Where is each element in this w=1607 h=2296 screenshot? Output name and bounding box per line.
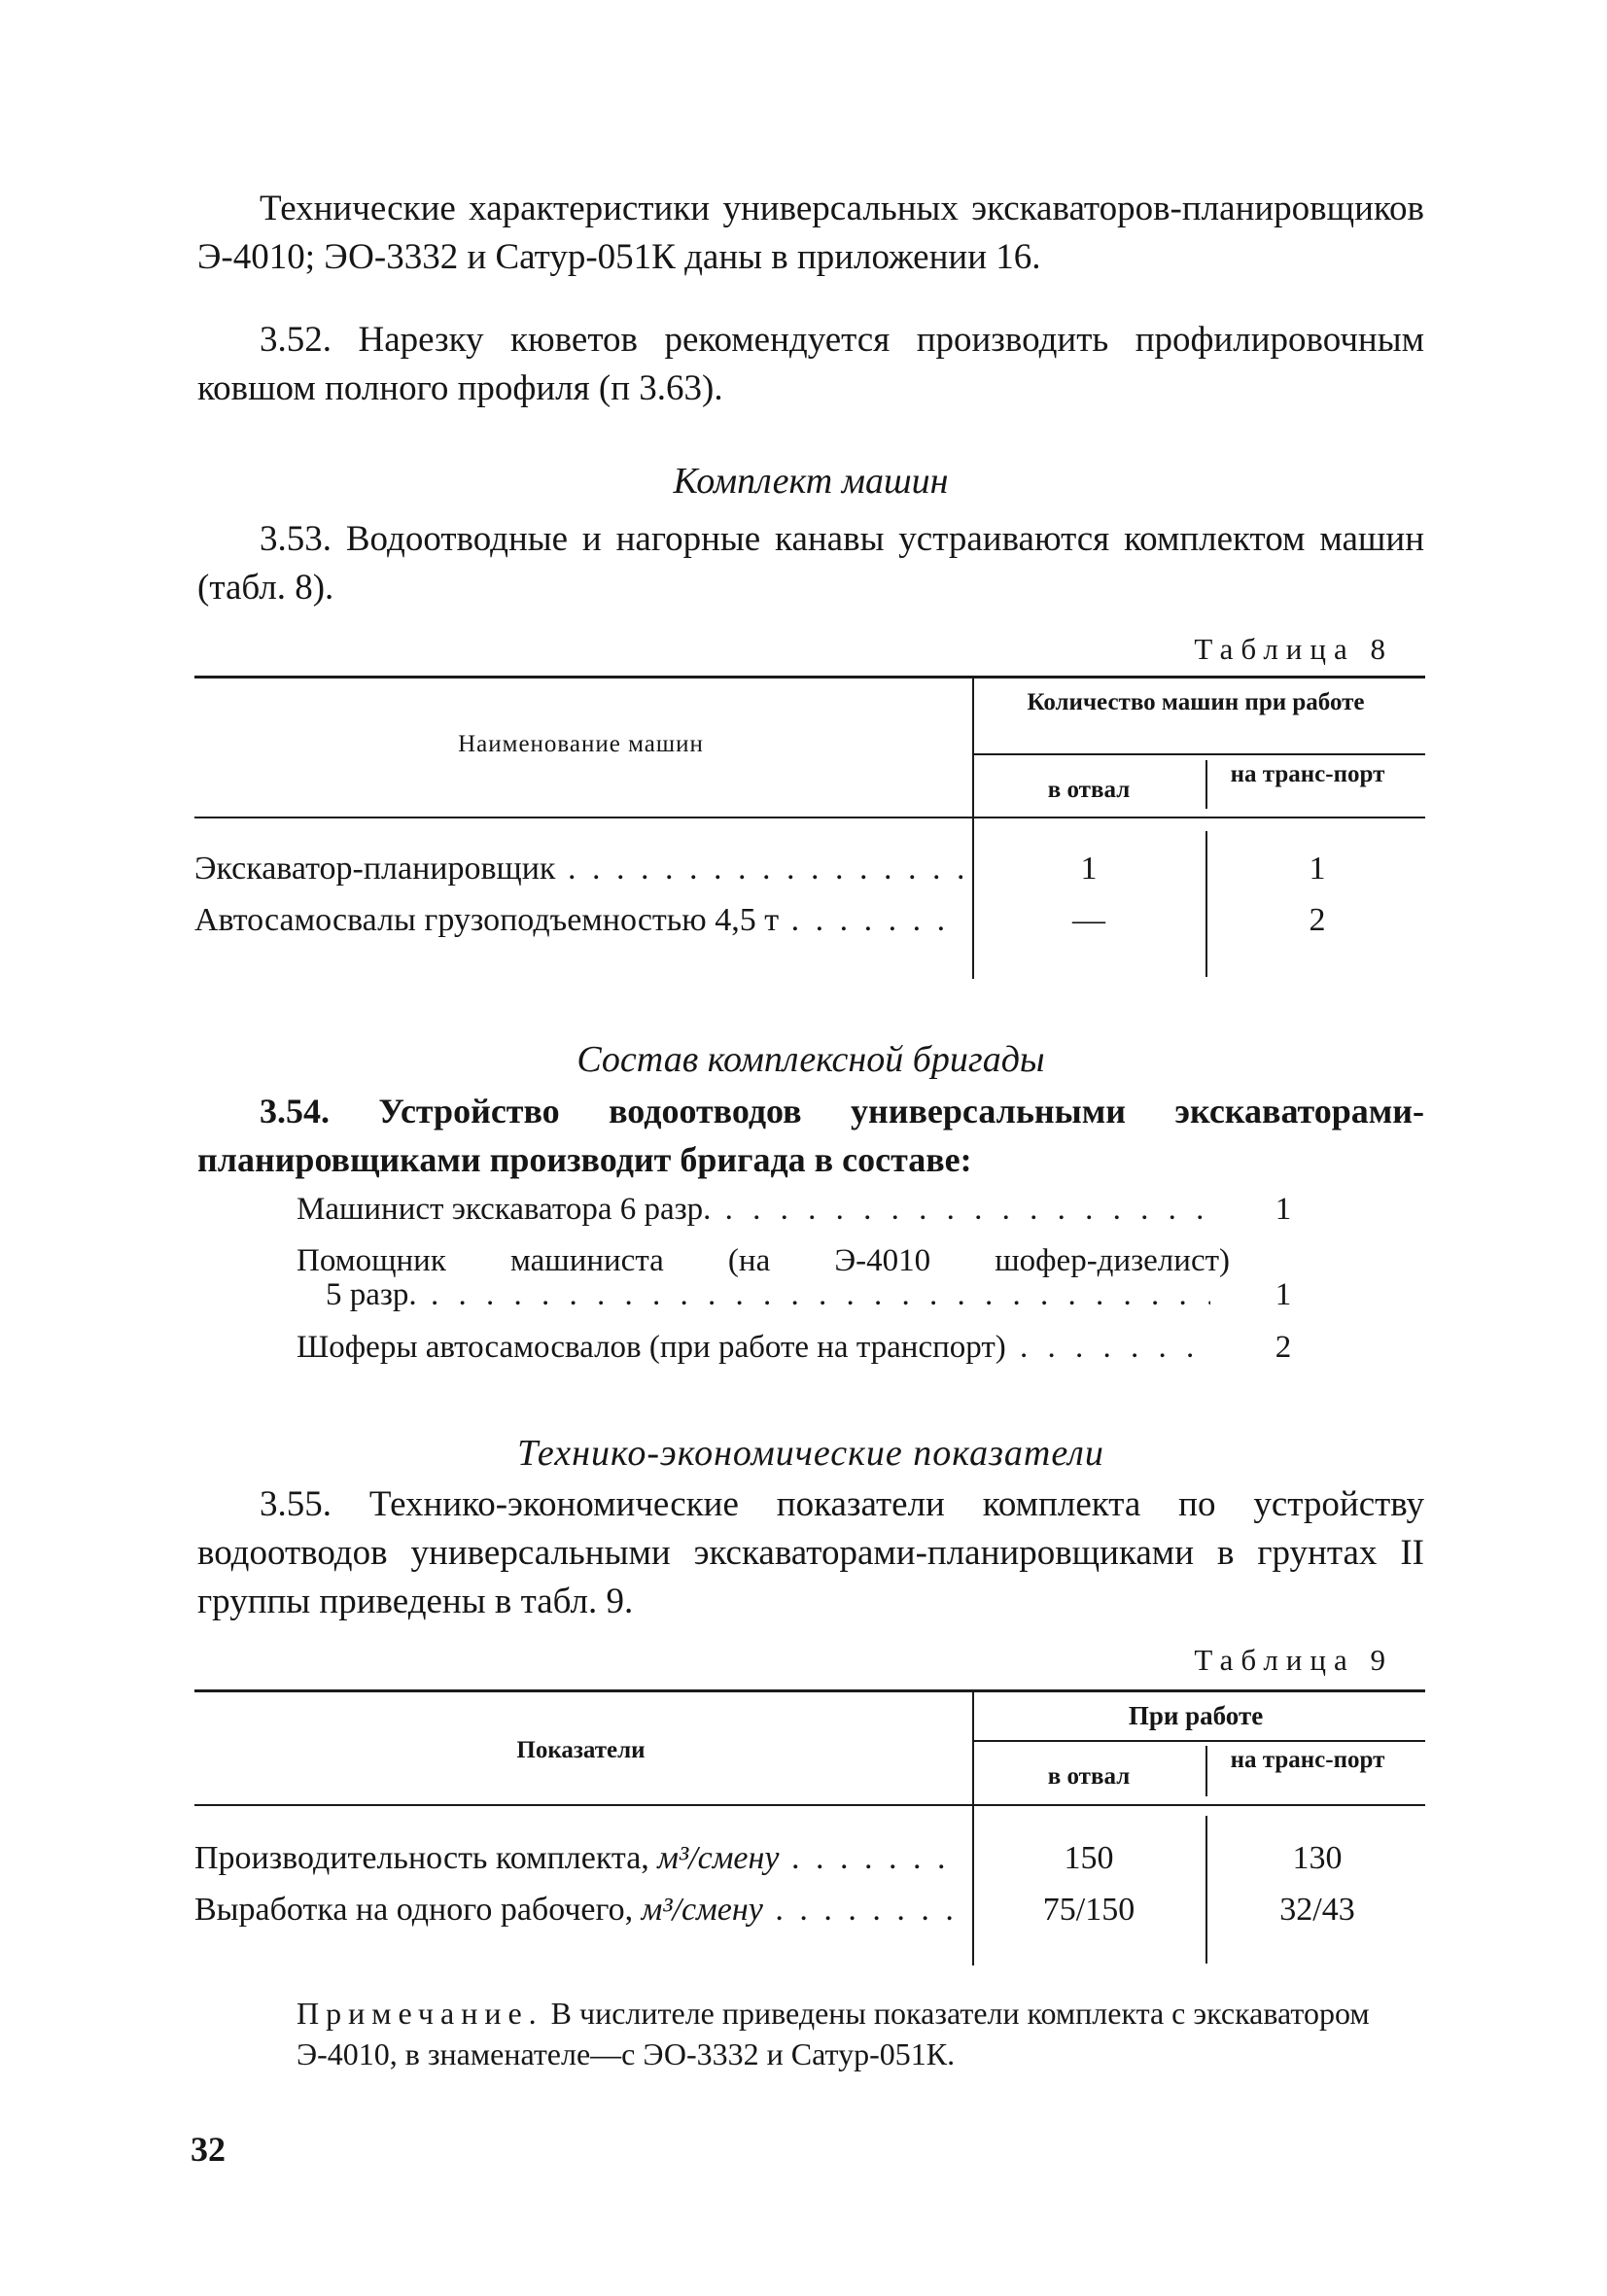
table-8-row-2-col2: 2	[1309, 902, 1326, 938]
table-8-col-divider-body	[1205, 831, 1207, 977]
paragraph-3-53: 3.53. Водоотводные и нагорные канавы устраиваются комплектом машин (табл. 8).	[197, 519, 1424, 608]
crew-item-2: 5 разр. . . .	[326, 1273, 1210, 1316]
table-9-header-group: При работе	[1128, 1701, 1264, 1730]
crew-item-1: Машинист экскаватора 6 разр. . . .	[297, 1188, 1210, 1231]
table-9-row-1-name	[194, 1837, 962, 1880]
table-9-row-1-label: Производительность комплекта,	[194, 1840, 649, 1876]
table-9-row-1-col1: 150	[1064, 1840, 1114, 1876]
paragraph-3-55: 3.55. Технико-экономические показатели комплекта по устройству водоотводов универсальными экскаваторами-планировщиками в грунтах II группы приведены в табл. 9.	[197, 1484, 1424, 1621]
table-8-header-bottom-rule	[194, 817, 1425, 818]
table-9-row-2-unit: м³/смену	[641, 1892, 763, 1928]
table-8-header-col2: на транс-порт	[1230, 761, 1385, 787]
page-number: 32	[191, 2130, 226, 2169]
table-8-col-divider-header	[1205, 760, 1207, 809]
table-8-row-1-col1: 1	[1080, 851, 1098, 887]
table-8-header-group: Количество машин при работе	[1027, 689, 1365, 715]
table-8-row-1-name: Экскаватор-планировщик . . .	[194, 848, 962, 890]
table-8-header-subrule	[972, 753, 1425, 755]
table-9-row-2-label: Выработка на одного рабочего,	[194, 1892, 634, 1928]
table-9-divider	[972, 1691, 974, 1966]
table-9-caption: Таблица 9	[1194, 1643, 1393, 1677]
table-9-note	[297, 1993, 1424, 2074]
table-9-top-rule	[194, 1689, 1425, 1692]
crew-item-3-count: 2	[1275, 1330, 1292, 1365]
table-9-header-name: Показатели	[516, 1737, 646, 1763]
crew-item-2-count: 1	[1275, 1277, 1292, 1312]
table-8-header-col1: в отвал	[1047, 777, 1131, 803]
table-9-row-1-unit: м³/смену	[657, 1840, 780, 1876]
table-9-header-subrule	[972, 1740, 1425, 1742]
crew-item-1-count: 1	[1275, 1192, 1292, 1227]
table-8-header-name: Наименование машин	[458, 731, 704, 757]
table-8-top-rule	[194, 676, 1425, 678]
table-9-row-2-col1: 75/150	[1042, 1892, 1135, 1928]
section-heading-crew: Состав комплексной бригады	[576, 1039, 1045, 1080]
table-9-header-bottom-rule	[194, 1804, 1425, 1806]
section-heading-machines: Комплект машин	[673, 461, 949, 502]
section-heading-indicators: Технико-экономические показатели	[517, 1433, 1104, 1474]
table-8-divider	[972, 678, 974, 979]
intro-paragraph: Технические характеристики универсальных экскаваторов-планировщиков Э-4010; ЭО-3332 и Сатур-051К даны в приложении 16.	[197, 189, 1424, 277]
table-9-row-2-col2: 32/43	[1279, 1892, 1355, 1928]
table-8-row-1-col2: 1	[1309, 851, 1326, 887]
table-9-row-1-col2: 130	[1292, 1840, 1343, 1876]
note-text: В числителе приведены показатели комплекта с экскаватором Э-4010, в знаменателе—с ЭО-3332 и Сатур-051К.	[297, 1996, 1370, 2071]
table-8-row-2-name: Автосамосвалы грузоподъемностью 4,5 т . . .	[194, 899, 962, 942]
table-9-col-divider-header	[1205, 1746, 1207, 1796]
table-9-header-col1: в отвал	[1047, 1763, 1131, 1790]
table-8-caption: Таблица 8	[1194, 632, 1393, 666]
crew-item-3: Шоферы автосамосвалов (при работе на транспорт) . . .	[297, 1326, 1210, 1369]
crew-item-2-line-1: Помощник машиниста (на Э-4010 шофер-дизелист)	[297, 1243, 1230, 1278]
table-9-header-col2: на транс-порт	[1230, 1747, 1385, 1773]
note-label: Примечание.	[297, 1996, 543, 2031]
table-8-row-2-col1: —	[1072, 902, 1105, 938]
table-9-col-divider-body	[1205, 1816, 1207, 1964]
paragraph-3-54: 3.54. Устройство водоотводов универсальными экскаваторами-планировщиками производит бригада в составе:	[197, 1092, 1424, 1179]
paragraph-3-52: 3.52. Нарезку кюветов рекомендуется производить профилировочным ковшом полного профиля (п 3.63).	[197, 320, 1424, 408]
table-9-row-2-name	[194, 1889, 962, 1931]
